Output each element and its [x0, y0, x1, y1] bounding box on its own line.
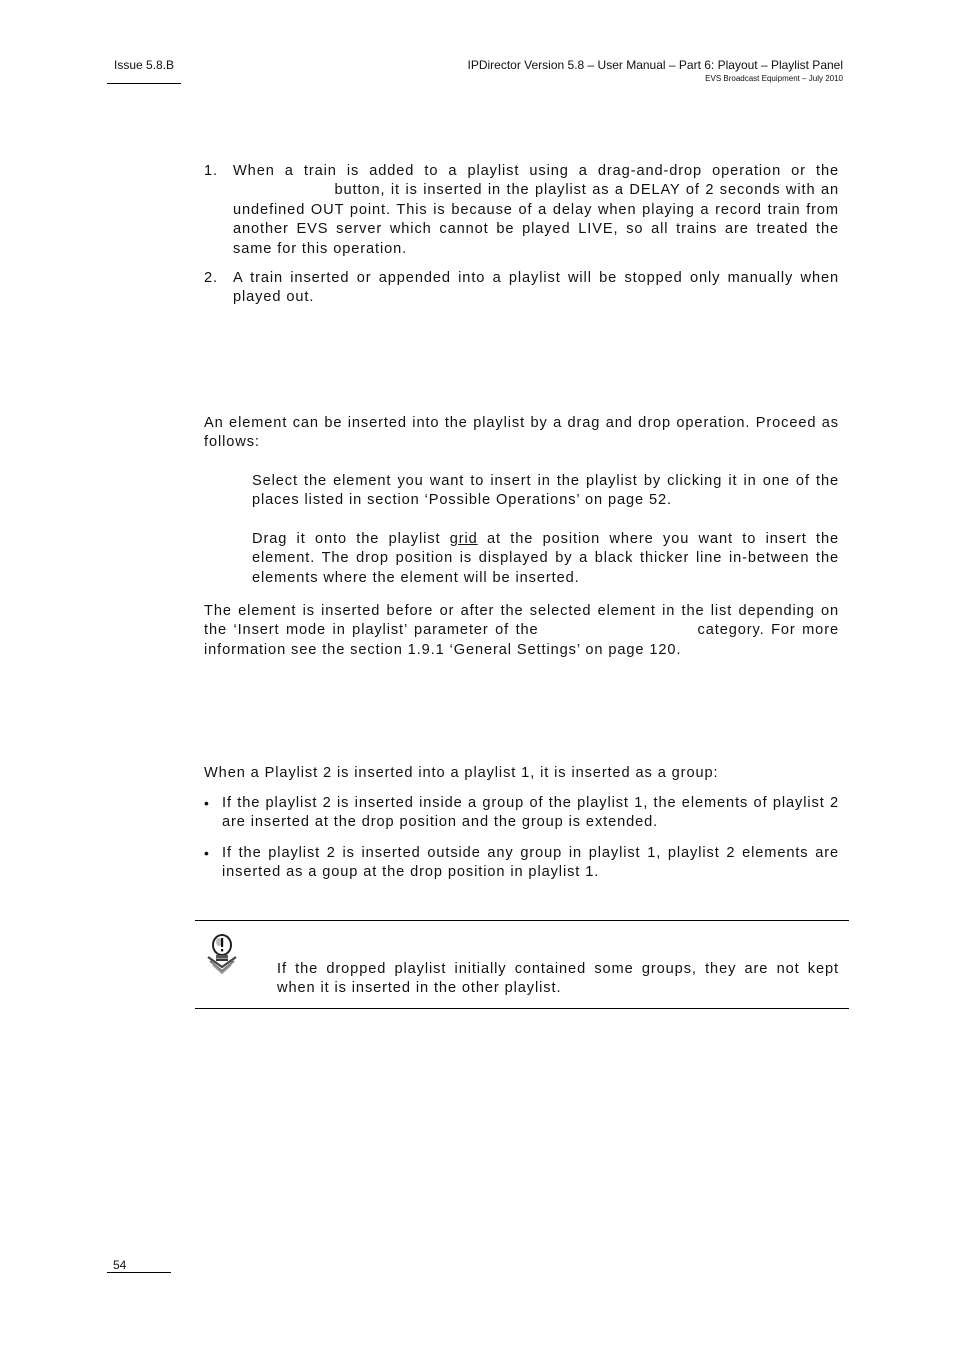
note-top-rule — [195, 920, 849, 921]
result-text-a: The element is inserted before or after the selected element in the list depending on the ‘Insert mode in playlist’ parameter of the — [204, 603, 839, 639]
header-subtitle: EVS Broadcast Equipment – July 2010 — [705, 74, 843, 83]
bullet-dot: • — [204, 845, 209, 861]
list-item: A train inserted or appended into a playlist will be stopped only manually when played out. — [233, 270, 839, 306]
playlist-insert-intro: When a Playlist 2 is inserted into a playlist 1, it is inserted as a group: — [204, 765, 719, 781]
dragdrop-step-2 — [252, 530, 839, 588]
list-item: If the playlist 2 is inserted outside any group in playlist 1, playlist 2 elements are inserted as a goup at the drop position in playlist 1. — [222, 845, 839, 881]
train-note-text-a: When a train is added to a playlist using a drag-and-drop operation or the — [233, 163, 839, 179]
train-note-text-b: button, it is inserted in the playlist as a DELAY of 2 seconds with an undefined OUT point. This is because of a delay when playing a record train from another EVS server which cannot be played LIVE, so all trains are treated the same for this operation. — [233, 182, 839, 257]
list-number: 2. — [204, 270, 218, 286]
step2-text-b: at the position where you want to insert the element. The drop position is displayed by a black thicker line in-between the elements where the element will be inserted. — [252, 531, 839, 586]
list-number: 1. — [204, 163, 218, 179]
result-text-b: category. For more information see the section 1.9.1 ‘General Settings’ on page 120. — [204, 622, 839, 658]
step2-text-a: Drag it onto the playlist — [252, 531, 441, 547]
grid-link[interactable]: grid — [449, 531, 478, 547]
header-issue: Issue 5.8.B — [114, 58, 175, 72]
footer-divider — [107, 1272, 171, 1273]
note-bottom-rule — [195, 1008, 849, 1009]
header-title: IPDirector Version 5.8 – User Manual – Part 6: Playout – Playlist Panel — [467, 58, 843, 72]
dragdrop-step-1: Select the element you want to insert in the playlist by clicking it in one of the places listed in section ‘Possible Operations’ on page 52. — [252, 473, 839, 509]
bullet-dot: • — [204, 795, 209, 811]
dragdrop-result — [204, 602, 839, 660]
note-text: If the dropped playlist initially contained some groups, they are not kept when it is inserted in the other playlist. — [277, 961, 839, 997]
list-item: If the playlist 2 is inserted inside a group of the playlist 1, the elements of playlist 2 are inserted at the drop position and the group is extended. — [222, 795, 839, 831]
header-divider — [107, 83, 181, 84]
page-number: 54 — [113, 1258, 127, 1272]
note-bulb-icon — [204, 931, 242, 975]
dragdrop-intro: An element can be inserted into the playlist by a drag and drop operation. Proceed as follows: — [204, 415, 839, 451]
list-item — [233, 162, 839, 259]
